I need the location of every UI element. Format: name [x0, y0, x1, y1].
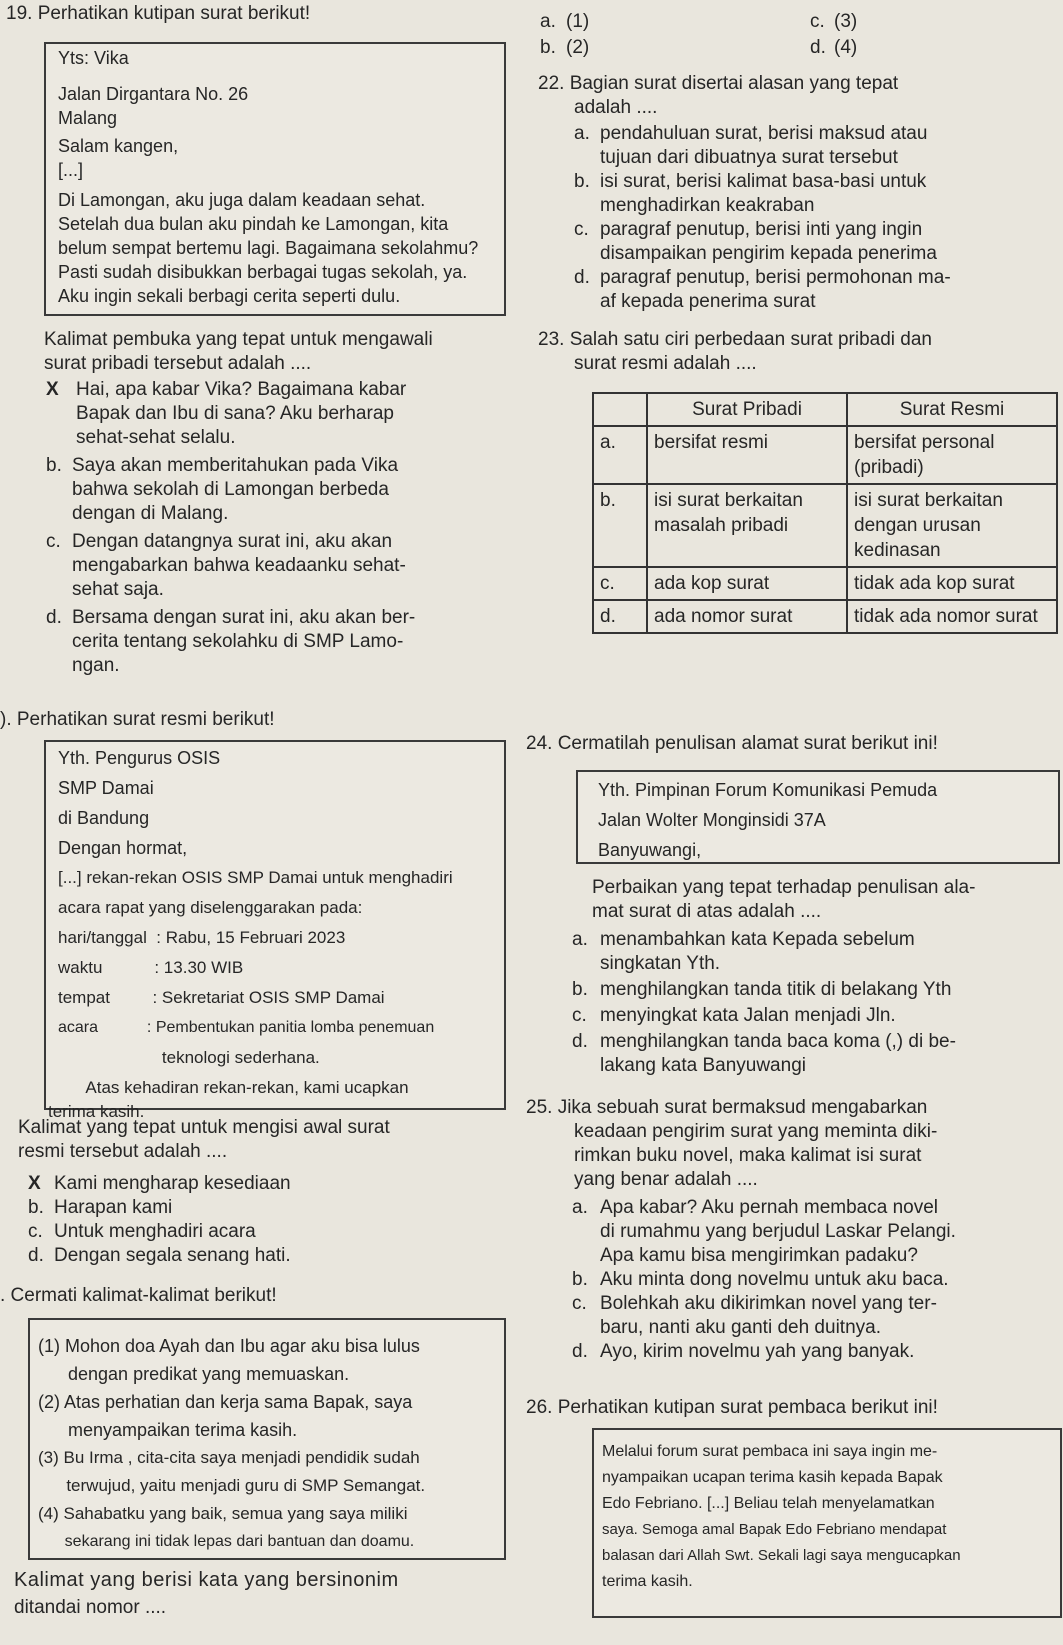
letter1-line: Salam kangen, — [58, 136, 179, 156]
option-line: paragraf penutup, berisi permohonan ma- — [600, 267, 951, 288]
q23-question — [538, 328, 932, 376]
table-cell: isi surat berkaitan dengan urusan kedinasan — [847, 484, 1057, 567]
answer-mark: X — [28, 1173, 41, 1194]
option-letter: c. — [572, 1005, 587, 1026]
q24-question-line: mat surat di atas adalah .... — [592, 901, 822, 922]
letter2-line: tempat : Sekretariat OSIS SMP Damai — [58, 988, 385, 1007]
option-letter: b. — [572, 1269, 588, 1290]
letter2-line: Yth. Pengurus OSIS — [58, 748, 221, 768]
q21-question-line: ditandai nomor .... — [14, 1597, 167, 1618]
q22-option-d[interactable] — [574, 266, 1058, 314]
option-line: lakang kata Banyuwangi — [600, 1055, 806, 1076]
q25-question-line: keadaan pengirim surat yang meminta diki- — [574, 1121, 938, 1142]
q19-option-b[interactable] — [46, 454, 516, 526]
letter1-line: Aku ingin sekali berbagi cerita seperti dulu. — [58, 286, 401, 306]
option-line: Bersama dengan surat ini, aku akan ber- — [72, 607, 416, 628]
table-cell: tidak ada kop surat — [847, 567, 1057, 600]
q22-option-a[interactable] — [574, 122, 1058, 170]
option-line: cerita tentang sekolahku di SMP Lamo- — [72, 631, 404, 652]
q24-title: 24. Cermatilah penulisan alamat surat berikut ini! — [526, 733, 938, 754]
option-letter: c. — [572, 1293, 587, 1314]
letter1-line: Pasti sudah disibukkan berbagai tugas sekolah, ya. — [58, 262, 468, 282]
option-line: baru, nanti aku ganti deh duitnya. — [600, 1317, 881, 1338]
option-line: menghilangkan tanda titik di belakang Yth — [600, 979, 952, 1000]
table-header-row — [593, 393, 1057, 426]
table-cell: c. — [593, 567, 647, 600]
q24-question-line: Perbaikan yang tepat terhadap penulisan ala- — [592, 877, 976, 898]
q24-option-a[interactable] — [572, 928, 1058, 976]
table-cell: ada kop surat — [647, 567, 847, 600]
reader-letter-box — [592, 1428, 1062, 1618]
option-line: menambahkan kata Kepada sebelum — [600, 929, 915, 950]
q22-option-c[interactable] — [574, 218, 1058, 266]
table-cell: b. — [593, 484, 647, 567]
q21-option-a[interactable] — [540, 10, 810, 34]
q25-options — [572, 1196, 1058, 1364]
table-cell: ada nomor surat — [647, 600, 847, 633]
option-letter: a. — [572, 1197, 588, 1218]
option-line: Ayo, kirim novelmu yah yang banyak. — [600, 1341, 915, 1362]
q20-question-line: resmi tersebut adalah .... — [18, 1141, 228, 1162]
q23-question-line: surat resmi adalah .... — [574, 353, 757, 374]
address-box — [576, 770, 1060, 864]
option-text: (1) — [566, 11, 590, 32]
option-line: sehat-sehat selalu. — [76, 427, 236, 448]
option-line: di rumahmu yang berjudul Laskar Pelangi. — [600, 1221, 956, 1242]
option-line: dengan di Malang. — [72, 503, 229, 524]
q19-option-c[interactable] — [46, 530, 516, 602]
option-line: sehat saja. — [72, 579, 164, 600]
option-letter: b. — [46, 455, 62, 476]
reader-letter-line: Edo Febriano. [...] Beliau telah menyelamatkan — [602, 1495, 935, 1512]
q21-option-d[interactable] — [810, 36, 910, 60]
q19-title: 19. Perhatikan kutipan surat berikut! — [6, 3, 311, 24]
letter2-line: [...] rekan-rekan OSIS SMP Damai untuk menghadiri — [58, 868, 453, 887]
option-letter: c. — [28, 1221, 43, 1242]
option-line: isi surat, berisi kalimat basa-basi untuk — [600, 171, 927, 192]
q25-question-line: 25. Jika sebuah surat bermaksud mengabarkan — [526, 1097, 928, 1118]
option-letter: d. — [574, 267, 590, 288]
table-header — [593, 393, 647, 426]
comparison-table — [592, 392, 1058, 634]
reader-letter-line: saya. Semoga amal Bapak Edo Febriano mendapat — [602, 1521, 947, 1538]
q21-question-line: Kalimat yang berisi kata yang bersinonim — [14, 1569, 399, 1591]
letter1-line: Jalan Dirgantara No. 26 — [58, 84, 249, 104]
q24-option-d[interactable] — [572, 1030, 1058, 1078]
address-line: Jalan Wolter Monginsidi 37A — [598, 810, 826, 830]
q25-question — [526, 1096, 937, 1192]
letter2-line: Atas kehadiran rekan-rekan, kami ucapkan — [58, 1078, 409, 1097]
comparison-table-wrapper — [592, 392, 1058, 634]
option-line: Dengan datangnya surat ini, aku akan — [72, 531, 393, 552]
q19-options — [46, 378, 516, 678]
option-line: paragraf penutup, berisi inti yang ingin — [600, 219, 923, 240]
reader-letter-line: Melalui forum surat pembaca ini saya ingin me- — [602, 1443, 938, 1460]
option-letter: b. — [540, 37, 556, 58]
option-letter: c. — [810, 11, 825, 32]
reader-letter-line: nyampaikan ucapan terima kasih kepada Bapak — [602, 1469, 943, 1486]
table-row[interactable] — [593, 484, 1057, 567]
q25-option-a[interactable] — [572, 1196, 1058, 1268]
table-cell: bersifat personal (pribadi) — [847, 426, 1057, 484]
option-letter: d. — [46, 607, 62, 628]
q22-question — [538, 72, 898, 120]
table-row[interactable] — [593, 600, 1057, 633]
letter2-line: acara : Pembentukan panitia lomba penemuan — [58, 1019, 435, 1036]
option-line: Bolehkah aku dikirimkan novel yang ter- — [600, 1293, 937, 1314]
q20-question — [18, 1116, 390, 1164]
q20-option-c[interactable] — [28, 1220, 291, 1244]
sentence-line: (4) Sahabatku yang baik, semua yang saya miliki — [38, 1504, 408, 1523]
sentence-line: sekarang ini tidak lepas dari bantuan dan doamu. — [38, 1533, 415, 1550]
letter1-line: belum sempat bertemu lagi. Bagaimana sekolahmu? — [58, 238, 479, 258]
sentence-line: (1) Mohon doa Ayah dan Ibu agar aku bisa lulus — [38, 1336, 420, 1356]
option-text: Kami mengharap kesediaan — [54, 1173, 291, 1194]
letter2-line: hari/tanggal : Rabu, 15 Februari 2023 — [58, 928, 346, 947]
q24-question — [592, 876, 975, 924]
q23-question-line: 23. Salah satu ciri perbedaan surat pribadi dan — [538, 329, 932, 350]
reader-letter-line: balasan dari Allah Swt. Sekali lagi saya mengucapkan — [602, 1547, 961, 1564]
letter1-line: Di Lamongan, aku juga dalam keadaan sehat. — [58, 190, 426, 210]
q25-option-c[interactable] — [572, 1292, 1058, 1340]
table-cell: bersifat resmi — [647, 426, 847, 484]
q26-title: 26. Perhatikan kutipan surat pembaca berikut ini! — [526, 1397, 938, 1418]
option-line: tujuan dari dibuatnya surat tersebut — [600, 147, 898, 168]
address-line: Yth. Pimpinan Forum Komunikasi Pemuda — [598, 780, 938, 800]
sentence-line: terwujud, yaitu menjadi guru di SMP Semangat. — [38, 1476, 426, 1495]
option-line: Apa kabar? Aku pernah membaca novel — [600, 1197, 938, 1218]
q19-option-d[interactable] — [46, 606, 516, 678]
q19-question-line: Kalimat pembuka yang tepat untuk mengawali — [44, 329, 433, 350]
letter1-line: Setelah dua bulan aku pindah ke Lamongan, kita — [58, 214, 449, 234]
q20-option-b[interactable] — [28, 1196, 291, 1220]
table-header: Surat Pribadi — [647, 393, 847, 426]
answer-mark: X — [46, 379, 59, 400]
q25-option-b[interactable] — [572, 1268, 1058, 1292]
q25-option-d[interactable] — [572, 1340, 1058, 1364]
option-line: menyingkat kata Jalan menjadi Jln. — [600, 1005, 896, 1026]
option-text: (3) — [834, 11, 858, 32]
letter2-line: waktu : 13.30 WIB — [58, 958, 244, 977]
q19-option-a[interactable] — [46, 378, 516, 450]
q25-question-line: yang benar adalah .... — [574, 1169, 758, 1190]
sentence-line: dengan predikat yang memuaskan. — [38, 1364, 350, 1384]
option-text: (2) — [566, 37, 590, 58]
option-line: Bapak dan Ibu di sana? Aku berharap — [76, 403, 394, 424]
option-text: (4) — [834, 37, 858, 58]
q19-question — [44, 328, 433, 376]
option-text: Dengan segala senang hati. — [54, 1245, 291, 1266]
q20-title: ). Perhatikan surat resmi berikut! — [0, 709, 275, 730]
option-text: Untuk menghadiri acara — [54, 1221, 256, 1242]
sentence-line: (2) Atas perhatian dan kerja sama Bapak, saya — [38, 1392, 413, 1412]
q20-option-a[interactable] — [28, 1172, 291, 1196]
q19-question-line: surat pribadi tersebut adalah .... — [44, 353, 312, 374]
q24-option-b[interactable] — [572, 978, 1058, 1002]
letter2-line: acara rapat yang diselenggarakan pada: — [58, 898, 363, 917]
table-header: Surat Resmi — [847, 393, 1057, 426]
letter-box-1 — [44, 42, 506, 316]
option-letter: c. — [46, 531, 61, 552]
letter2-line: Dengan hormat, — [58, 838, 188, 858]
table-cell: isi surat berkaitan masalah pribadi — [647, 484, 847, 567]
table-cell: tidak ada nomor surat — [847, 600, 1057, 633]
q22-options — [574, 122, 1058, 314]
option-letter: a. — [572, 929, 588, 950]
option-text: Harapan kami — [54, 1197, 173, 1218]
option-letter: b. — [572, 979, 588, 1000]
table-cell: d. — [593, 600, 647, 633]
q21-question — [14, 1568, 399, 1620]
table-row[interactable] — [593, 426, 1057, 484]
q20-options — [28, 1172, 291, 1268]
table-cell: a. — [593, 426, 647, 484]
q24-option-c[interactable] — [572, 1004, 1058, 1028]
q21-option-b[interactable] — [540, 36, 810, 60]
letter2-line: terima kasih. — [48, 1102, 145, 1121]
address-line: Banyuwangi, — [598, 840, 702, 860]
q22-option-b[interactable] — [574, 170, 1058, 218]
option-line: bahwa sekolah di Lamongan berbeda — [72, 479, 389, 500]
sentence-line: menyampaikan terima kasih. — [38, 1420, 298, 1440]
q21-option-c[interactable] — [810, 10, 910, 34]
option-line: pendahuluan surat, berisi maksud atau — [600, 123, 928, 144]
option-letter: a. — [540, 11, 556, 32]
q20-option-d[interactable] — [28, 1244, 291, 1268]
table-row[interactable] — [593, 567, 1057, 600]
q20-question-line: Kalimat yang tepat untuk mengisi awal surat — [18, 1117, 390, 1138]
letter1-line: Malang — [58, 108, 118, 128]
option-letter: d. — [810, 37, 826, 58]
q22-question-line: 22. Bagian surat disertai alasan yang tepat — [538, 73, 899, 94]
option-line: singkatan Yth. — [600, 953, 721, 974]
letter2-line: di Bandung — [58, 808, 150, 828]
option-line: af kepada penerima surat — [600, 291, 816, 312]
q21-options — [538, 10, 918, 60]
letter1-line: [...] — [58, 160, 84, 180]
letter1-line: Yts: Vika — [58, 48, 129, 68]
option-line: mengabarkan bahwa keadaanku sehat- — [72, 555, 406, 576]
option-letter: d. — [572, 1341, 588, 1362]
q25-question-line: rimkan buku novel, maka kalimat isi surat — [574, 1145, 922, 1166]
option-letter: a. — [574, 123, 590, 144]
option-line: ngan. — [72, 655, 120, 676]
option-line: Apa kamu bisa mengirimkan padaku? — [600, 1245, 918, 1266]
option-line: Aku minta dong novelmu untuk aku baca. — [600, 1269, 949, 1290]
letter-box-2 — [44, 740, 506, 1121]
option-line: menghadirkan keakraban — [600, 195, 815, 216]
option-line: menghilangkan tanda baca koma (,) di be- — [600, 1031, 956, 1052]
sentence-line: (3) Bu Irma , cita-cita saya menjadi pendidik sudah — [38, 1448, 420, 1467]
q24-options — [572, 928, 1058, 1078]
letter2-line: SMP Damai — [58, 778, 154, 798]
letter2-line: teknologi sederhana. — [58, 1048, 320, 1067]
option-letter: c. — [574, 219, 589, 240]
reader-letter-line: terima kasih. — [602, 1573, 693, 1590]
option-line: Saya akan memberitahukan pada Vika — [72, 455, 399, 476]
option-letter: d. — [572, 1031, 588, 1052]
option-letter: b. — [28, 1197, 44, 1218]
sentences-box — [28, 1318, 506, 1560]
option-letter: b. — [574, 171, 590, 192]
option-line: disampaikan pengirim kepada penerima — [600, 243, 937, 264]
q21-title: . Cermati kalimat-kalimat berikut! — [0, 1285, 277, 1306]
q22-question-line: adalah .... — [574, 97, 658, 118]
option-letter: d. — [28, 1245, 44, 1266]
option-line: Hai, apa kabar Vika? Bagaimana kabar — [76, 379, 407, 400]
